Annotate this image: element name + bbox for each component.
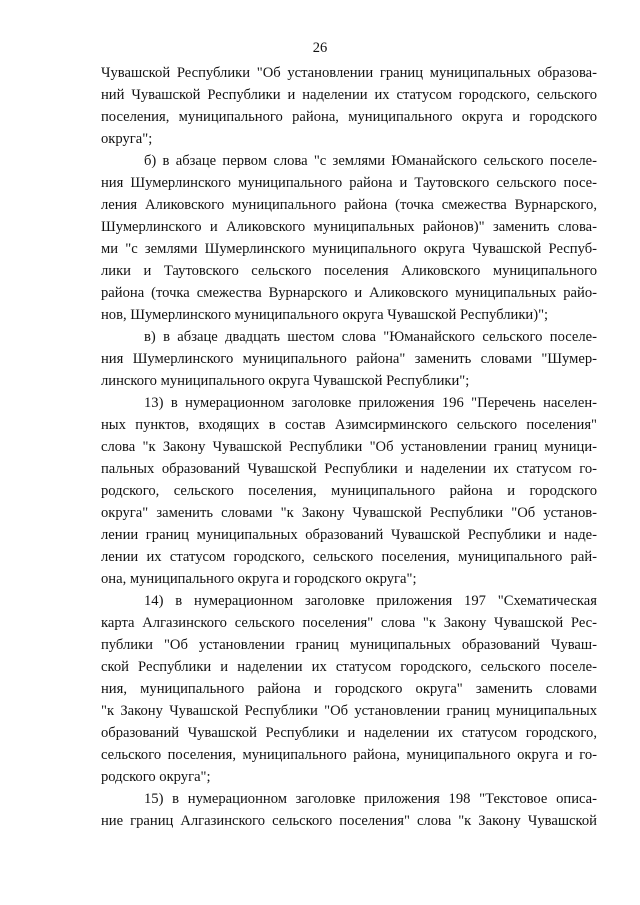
- text-line: округа" заменить словами "к Закону Чувашской Республики "Об установ-: [101, 505, 597, 521]
- text-line: ных пунктов, входящих в состав Азимсирминского сельского поселения": [101, 417, 597, 433]
- text-line: Чувашской Республики "Об установлении границ муниципальных образова-: [101, 65, 597, 81]
- paragraph: [101, 326, 597, 392]
- text-line: ние границ Алгазинского сельского поселения" слова "к Закону Чувашской: [101, 813, 597, 829]
- text-line: линского муниципального округа Чувашской Республики";: [101, 373, 470, 389]
- text-line: публики "Об установлении границ муниципальных образований Чуваш-: [101, 637, 597, 653]
- text-line: лики и Таутовского сельского поселения Аликовского муниципального: [101, 263, 597, 279]
- text-line: образований Чувашской Республики и наделении их статусом городского,: [101, 725, 597, 741]
- paragraph: [101, 590, 597, 788]
- text-line: 14) в нумерационном заголовке приложения 197 "Схематическая: [144, 593, 597, 609]
- text-line: лении их статусом городского, сельского поселения, муниципального рай-: [101, 549, 597, 565]
- text-line: родского округа";: [101, 769, 211, 785]
- text-line: "к Закону Чувашской Республики "Об установлении границ муниципальных: [101, 703, 597, 719]
- text-line: б) в абзаце первом слова "с землями Юманайского сельского поселе-: [144, 153, 597, 169]
- text-line: ния, муниципального района и городского округа" заменить словами: [101, 681, 597, 697]
- text-line: округа";: [101, 131, 153, 147]
- text-line: Шумерлинского и Аликовского муниципальных районов)" заменить слова-: [101, 219, 597, 235]
- text-line: нов, Шумерлинского муниципального округа Чувашской Республики)";: [101, 307, 549, 323]
- paragraph: [101, 62, 597, 150]
- text-line: ми "с землями Шумерлинского муниципального округа Чувашской Респуб-: [101, 241, 597, 257]
- paragraph: [101, 150, 597, 326]
- text-line: ской Республики и наделении их статусом городского, сельского поселе-: [101, 659, 597, 675]
- text-line: 13) в нумерационном заголовке приложения 196 "Перечень населен-: [144, 395, 597, 411]
- text-line: она, муниципального округа и городского округа";: [101, 571, 417, 587]
- paragraph: [101, 788, 597, 832]
- page-number: 26: [312, 40, 328, 56]
- text-line: пальных образований Чувашской Республики и наделении их статусом го-: [101, 461, 597, 477]
- text-line: сельского поселения, муниципального района, муниципального округа и го-: [101, 747, 597, 763]
- text-line: слова "к Закону Чувашской Республики "Об установлении границ муници-: [101, 439, 597, 455]
- text-line: 15) в нумерационном заголовке приложения 198 "Текстовое описа-: [144, 791, 597, 807]
- paragraph: [101, 392, 597, 590]
- text-line: ний Чувашской Республики и наделении их статусом городского, сельского: [101, 87, 597, 103]
- text-line: родского, сельского поселения, муниципального района и городского: [101, 483, 597, 499]
- text-line: района (точка смежества Вурнарского и Аликовского муниципальных райо-: [101, 285, 597, 301]
- text-line: ления Аликовского муниципального района (точка смежества Вурнарского,: [101, 197, 597, 213]
- text-line: ния Шумерлинского муниципального района и Таутовского сельского посе-: [101, 175, 597, 191]
- text-line: поселения, муниципального района, муниципального округа и городского: [101, 109, 597, 125]
- text-line: в) в абзаце двадцать шестом слова "Юманайского сельского поселе-: [144, 329, 597, 345]
- text-line: карта Алгазинского сельского поселения" слова "к Закону Чувашской Рес-: [101, 615, 597, 631]
- text-line: ния Шумерлинского муниципального района" заменить словами "Шумер-: [101, 351, 597, 367]
- document-body: [101, 62, 597, 832]
- text-line: лении границ муниципальных образований Чувашской Республики и наде-: [101, 527, 597, 543]
